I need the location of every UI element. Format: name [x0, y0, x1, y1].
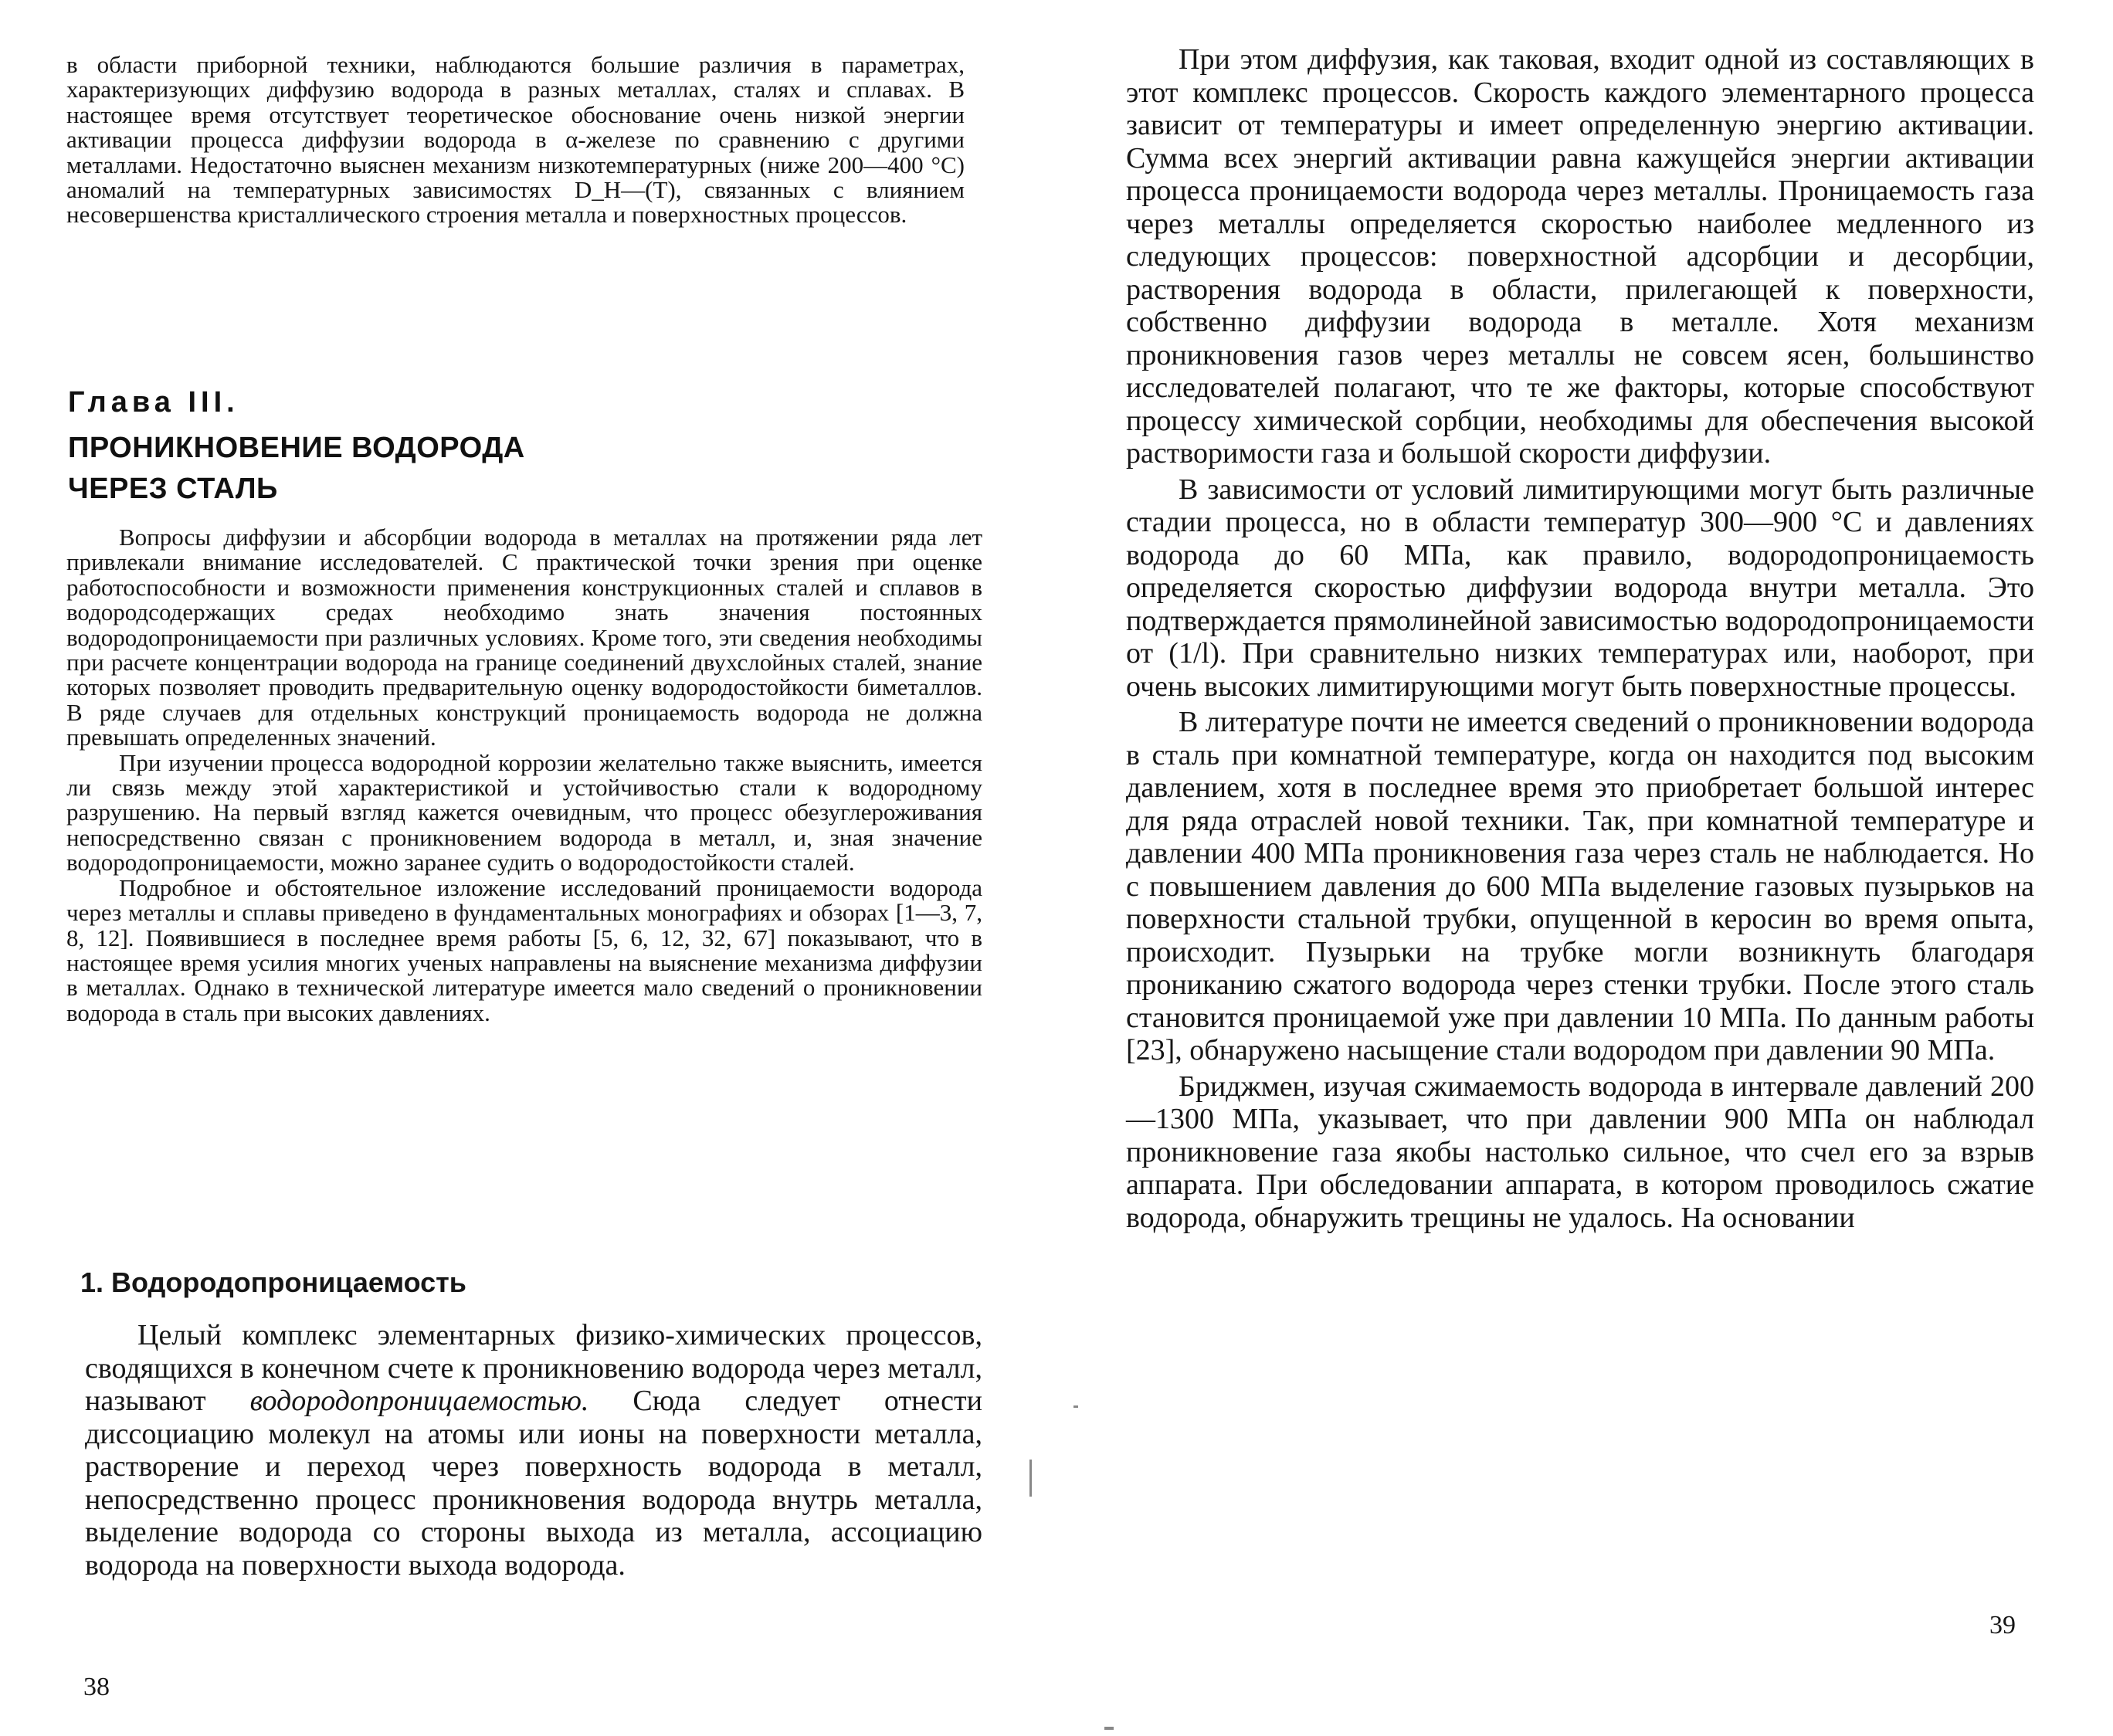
chapter-title-line-2: ЧЕРЕЗ СТАЛЬ: [68, 473, 278, 505]
right-paragraph-2: В зависимости от условий лимитирующими могут быть различные стадии процесса, но в области температур 300—900 °С и давлениях водорода до 60 МПа, как правило, водородопроницаемость определяется скоростью диффузии водорода внутри металла. Это подтверждается прямолинейной зависимостью водородопроницаемости от (1/l). При сравнительно низких температурах или, наоборот, при очень высоких лимитирующими могут быть поверхностные процессы.: [1126, 473, 2034, 703]
chapter-title-line-1: ПРОНИКНОВЕНИЕ ВОДОРОДА: [68, 432, 525, 464]
page-number-left: 38: [83, 1673, 110, 1701]
intro-paragraph: в области приборной техники, наблюдаются большие различия в параметрах, характеризующих диффузию водорода в разных металлах, сталях и сплавах. В настоящее время отсутствует теоретическое обоснование очень низкой энергии активации процесса диффузии водорода в α-железе по сравнению с другими металлами. Недостаточно выяснен механизм низкотемпературных (ниже 200—400 °С) аномалий на температурных зависимостях D_H—(T), связанных с влиянием несовершенства кристаллического строения металла и поверхностных процессов.: [66, 51, 965, 229]
section-paragraph: [85, 1319, 982, 1582]
right-page-body: [1126, 43, 2034, 1237]
section-paragraph-end: Сюда следует отнести диссоциацию молекул на атомы или ионы на поверхности металла, растворение и переход через поверхность водорода в металл, непосредственно процесс проникновения водорода внутрь металла, выделение водорода со стороны выхода из металла, ассоциацию водорода на поверхности выхода водорода.: [85, 1385, 982, 1582]
right-paragraph-1: При этом диффузия, как таковая, входит одной из составляющих в этот комплекс процессов. Скорость каждого элементарного процесса зависит от температуры и имеет определенную энергию активации. Сумма всех энергий активации равна кажущейся энергии активации процесса проницаемости водорода через металлы. Проницаемость газа через металлы определяется скоростью наиболее медленного из следующих процессов: поверхностной адсорбции и десорбции, растворения водорода в области, прилегающей к поверхности, собственно диффузии водорода в металле. Хотя механизм проникновения газов через металлы не совсем ясен, большинство исследователей полагают, что те же факторы, которые способствуют процессу химической сорбции, необходимы для обеспечения высокой растворимости газа и большой скорости диффузии.: [1126, 43, 2034, 470]
right-page: [1056, 0, 2113, 1736]
intro-paragraph-block: [66, 53, 965, 228]
right-paragraph-4: Бриджмен, изучая сжимаемость водорода в интервале давлений 200—1300 МПа, указывает, что при давлении 900 МПа он наблюдал проникновение газа якобы настолько сильное, что счел его за взрыв аппарата. При обследовании аппарата, в котором проводилось сжатие водорода, обнаружить трещины не удалось. На основании: [1126, 1070, 2034, 1234]
section-body: [85, 1319, 982, 1582]
section-paragraph-start: Целый комплекс элементарных физико-химических процессов, сводящихся в конечном счете к проникновению водорода через металл, называют: [85, 1319, 982, 1417]
section-paragraph-term: водородопроницаемостью.: [249, 1385, 589, 1417]
section-heading: 1. Водородопроницаемость: [80, 1266, 466, 1298]
chapter-paragraph-1: Вопросы диффузии и абсорбции водорода в металлах на протяжении ряда лет привлекали внимание исследователей. С практической точки зрения при оценке работоспособности и возможности применения конструкционных сталей и сплавов в водородсодержащих средах необходимо знать значения постоянных водородопроницаемости при различных условиях. Кроме того, эти сведения необходимы при расчете концентрации водорода на границе соединений двухслойных сталей, знание которых позволяет проводить предварительную оценку водородостойкости биметаллов. В ряде случаев для отдельных конструкций проницаемость водорода не должна превышать определенных значений.: [66, 524, 982, 751]
page-number-right: 39: [1989, 1611, 2016, 1639]
right-paragraph-3: В литературе почти не имеется сведений о проникновении водорода в сталь при комнатной температуре, когда он находится под высоким давлением, хотя в последнее время это приобретает большой интерес для ряда отраслей новой техники. Так, при комнатной температуре и давлении 400 МПа проникновения газа через сталь не наблюдается. Но с повышением давления до 600 МПа выделение газовых пузырьков на поверхности стальной трубки, опущенной в керосин во время опыта, происходит. Пузырьки на трубке могли возникнуть благодаря прониканию сжатого водорода через стенки трубки. После этого сталь становится проницаемой уже при давлении 10 МПа. По данным работы [23], обнаружено насыщение стали водородом при давлении 90 МПа.: [1126, 706, 2034, 1066]
left-page: [0, 0, 1056, 1736]
chapter-header: [68, 386, 840, 514]
gutter-speck: [1029, 1460, 1032, 1497]
chapter-paragraph-2: При изучении процесса водородной коррозии желательно также выяснить, имеется ли связь между этой характеристикой и устойчивостью стали к водородному разрушению. На первый взгляд кажется очевидным, что процесс обезуглероживания непосредственно связан с проникновением водорода в металл, и, зная значение водородопроницаемости, можно заранее судить о водородостойкости сталей.: [66, 748, 982, 876]
chapter-number: Глава III.: [68, 386, 239, 419]
chapter-body: [66, 525, 982, 1026]
chapter-paragraph-3: Подробное и обстоятельное изложение исследований проницаемости водорода через металлы и сплавы приведено в фундаментальных монографиях и обзорах [1—3, 7, 8, 12]. Появившиеся в последнее время работы [5, 6, 12, 32, 67] показывают, что в настоящее время усилия многих ученых направлены на выяснение механизма диффузии в металлах. Однако в технической литературе имеется мало сведений о проникновении водорода в сталь при высоких давлениях.: [66, 873, 982, 1026]
